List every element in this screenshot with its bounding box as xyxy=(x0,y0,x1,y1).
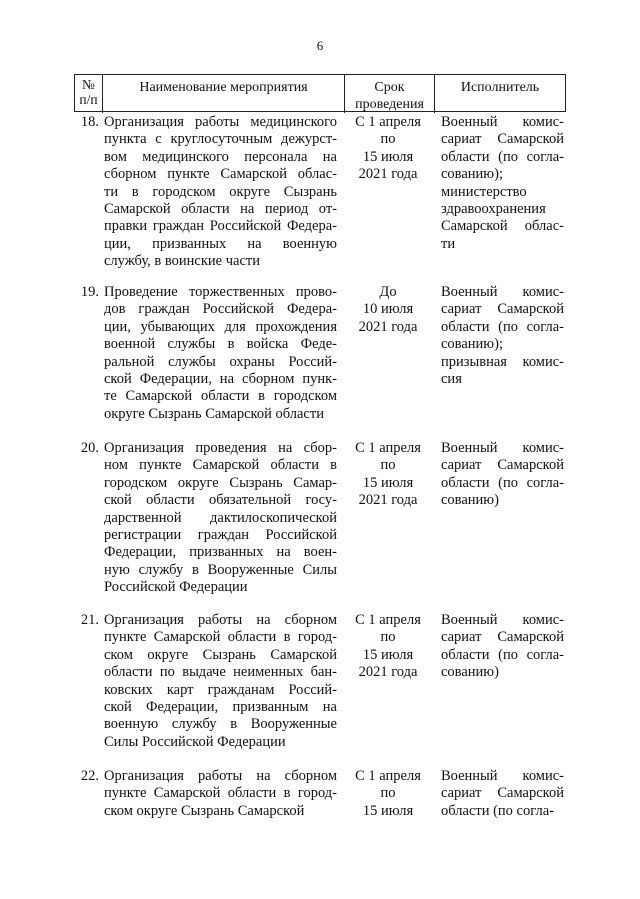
page-number: 6 xyxy=(316,38,324,53)
executor-line: призывная комис- xyxy=(441,353,564,370)
table-row xyxy=(74,440,564,597)
event-executor xyxy=(433,114,564,271)
event-name-line: Федерации, призванных на воен- xyxy=(104,544,337,561)
event-name-line: сборном пункте Самарской облас- xyxy=(104,166,337,183)
executor-line: Военный комис- xyxy=(441,114,564,130)
event-name-line: ции, убывающих для прохождения xyxy=(104,318,337,335)
executor-line: Военный комис- xyxy=(441,284,564,300)
event-executor xyxy=(433,612,564,751)
executor-line: здравоохранения xyxy=(441,201,546,218)
event-name-line: ской Федерации, призванным на xyxy=(104,699,337,716)
executor-line: области (по согла- xyxy=(441,802,554,819)
event-executor xyxy=(433,284,564,423)
row-number: 19. xyxy=(80,284,99,300)
event-term: С 1 апреля по 15 июля 2021 года xyxy=(355,612,421,681)
event-name-line: ском округе Сызрань Самарской xyxy=(104,646,337,663)
event-name-line: Организация работы медицинского xyxy=(104,114,337,130)
executor-line: сованию); xyxy=(441,166,503,183)
executor-line: сариат Самарской xyxy=(441,629,564,646)
event-name-line: военную службу в Вооруженные xyxy=(104,716,337,733)
event-name-line: те Самарской области в городском xyxy=(104,388,337,405)
event-name-line: правки граждан Российской Федера- xyxy=(104,218,337,235)
event-name-line: ном пункте Самарской области в xyxy=(104,457,337,474)
row-number: 21. xyxy=(80,612,99,628)
event-name-line: дарственной дактилоскопической xyxy=(104,509,337,526)
event-name-line: ти в городском округе Сызрань xyxy=(104,183,337,200)
event-executor xyxy=(433,768,564,820)
event-name-line: ции, призванных на военную xyxy=(104,235,337,252)
executor-line: области (по согла- xyxy=(441,318,564,335)
executor-line: Военный комис- xyxy=(441,612,564,628)
event-term: С 1 апреля по 15 июля 2021 года xyxy=(355,440,421,509)
executor-line: области (по согла- xyxy=(441,646,564,663)
executor-line: области (по согла- xyxy=(441,148,564,165)
event-name-line: ную службу в Вооруженные Силы xyxy=(104,561,337,578)
event-name-line: ской Федерации, на сборном пунк- xyxy=(104,371,337,388)
event-name xyxy=(101,440,343,597)
event-name-line: ском округе Сызрань Самарской xyxy=(104,802,305,819)
event-term: С 1 апреля по 15 июля xyxy=(355,768,421,819)
executor-line: Военный комис- xyxy=(441,768,564,784)
event-name-line: области по выдаче неименных бан- xyxy=(104,664,337,681)
row-number: 22. xyxy=(80,768,99,784)
header-num: № п/п xyxy=(79,77,98,107)
executor-line: сариат Самарской xyxy=(441,131,564,148)
event-executor xyxy=(433,440,564,597)
table-row xyxy=(74,768,564,820)
executor-line: сованию) xyxy=(441,664,499,681)
event-name-line: дов граждан Российской Федера- xyxy=(104,301,337,318)
executor-line: ти xyxy=(441,235,456,252)
event-name-line: Организация проведения на сбор- xyxy=(104,440,337,456)
executor-line: сованию); xyxy=(441,336,503,353)
executor-line: сариат Самарской xyxy=(441,785,564,802)
executor-line: сариат Самарской xyxy=(441,457,564,474)
event-name-line: пункта с круглосуточным дежурст- xyxy=(104,131,337,148)
table-row xyxy=(74,612,564,751)
header-executor: Исполнитель xyxy=(434,75,565,113)
event-name xyxy=(101,284,343,423)
event-name-line: Организация работы на сборном xyxy=(104,768,337,784)
executor-line: Военный комис- xyxy=(441,440,564,456)
executor-line: области (по согла- xyxy=(441,474,564,491)
table-row xyxy=(74,114,564,271)
event-name xyxy=(101,612,343,751)
event-name-line: ральной службы охраны Россий- xyxy=(104,353,337,370)
event-name-line: военной службы в войска Феде- xyxy=(104,336,337,353)
executor-line: министерство xyxy=(441,183,527,200)
event-name-line: ковских карт гражданам Россий- xyxy=(104,681,337,698)
header-name: Наименование мероприятия xyxy=(102,75,344,113)
event-name xyxy=(101,114,343,271)
event-name-line: Организация работы на сборном xyxy=(104,612,337,628)
table-row xyxy=(74,284,564,423)
executor-line: сариат Самарской xyxy=(441,301,564,318)
event-name-line: городском округе Сызрань Самар- xyxy=(104,474,337,491)
event-name xyxy=(101,768,343,820)
event-name-line: пункте Самарской области в город- xyxy=(104,785,337,802)
executor-line: сия xyxy=(441,371,462,388)
executor-line: Самарской облас- xyxy=(441,218,564,235)
header-term: Срок проведения xyxy=(344,75,434,113)
event-name-line: округе Сызрань Самарской области xyxy=(104,405,324,422)
event-name-line: Российской Федерации xyxy=(104,579,248,596)
event-name-line: Проведение торжественных прово- xyxy=(104,284,337,300)
event-name-line: вом медицинского персонала на xyxy=(104,148,337,165)
event-name-line: ской области обязательной госу- xyxy=(104,492,337,509)
event-name-line: пункте Самарской области в город- xyxy=(104,629,337,646)
event-name-line: службу, в воинские части xyxy=(104,253,260,270)
event-term: До 10 июля 2021 года xyxy=(358,284,418,335)
executor-line: сованию) xyxy=(441,492,499,509)
row-number: 18. xyxy=(80,114,99,130)
event-term: С 1 апреля по 15 июля 2021 года xyxy=(355,114,421,183)
event-name-line: Силы Российской Федерации xyxy=(104,733,286,750)
row-number: 20. xyxy=(80,440,99,456)
event-name-line: регистрации граждан Российской xyxy=(104,527,337,544)
table-header xyxy=(74,74,566,112)
event-name-line: Самарской области на период от- xyxy=(104,201,337,218)
